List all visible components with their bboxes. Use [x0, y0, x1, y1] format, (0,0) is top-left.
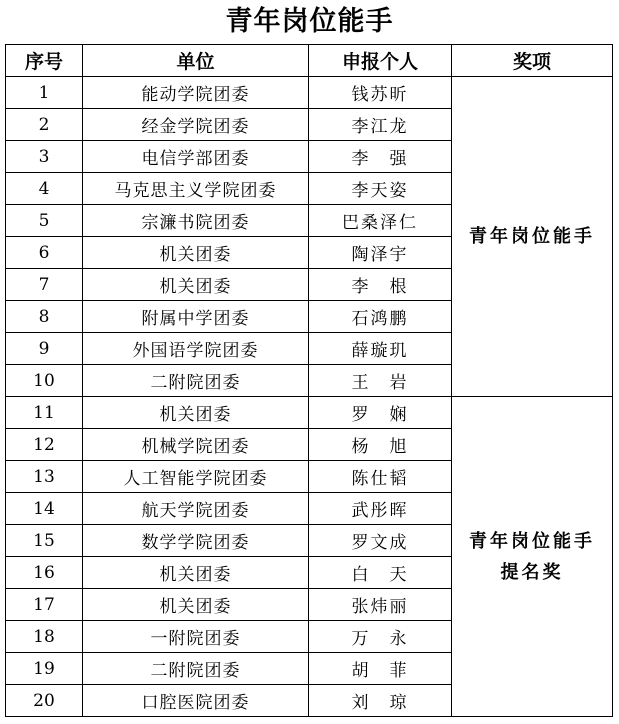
row-index: 7	[6, 269, 83, 301]
row-index: 5	[6, 205, 83, 237]
row-index: 1	[6, 77, 83, 109]
table-row	[6, 397, 613, 429]
award-group-2-line2: 提名奖	[500, 561, 564, 583]
row-applicant: 杨 旭	[309, 429, 452, 461]
row-index: 19	[6, 653, 83, 685]
row-index: 11	[6, 397, 83, 429]
row-unit: 外国语学院团委	[83, 333, 309, 365]
row-index: 3	[6, 141, 83, 173]
row-unit: 二附院团委	[83, 365, 309, 397]
row-applicant: 白 天	[309, 557, 452, 589]
table-row	[6, 77, 613, 109]
row-index: 18	[6, 621, 83, 653]
award-group-2-line1: 青年岗位能手	[469, 530, 595, 552]
row-unit: 马克思主义学院团委	[83, 173, 309, 205]
row-unit: 电信学部团委	[83, 141, 309, 173]
row-applicant: 刘 琼	[309, 685, 452, 717]
row-applicant: 李天姿	[309, 173, 452, 205]
row-unit: 机械学院团委	[83, 429, 309, 461]
page-title: 青年岗位能手	[225, 6, 394, 37]
row-unit: 经金学院团委	[83, 109, 309, 141]
row-applicant: 胡 菲	[309, 653, 452, 685]
row-unit: 航天学院团委	[83, 493, 309, 525]
header-unit: 单位	[83, 45, 309, 77]
row-applicant: 李 根	[309, 269, 452, 301]
row-index: 20	[6, 685, 83, 717]
row-unit: 一附院团委	[83, 621, 309, 653]
row-unit: 二附院团委	[83, 653, 309, 685]
row-unit: 机关团委	[83, 589, 309, 621]
award-group-2	[452, 397, 613, 717]
row-unit: 口腔医院团委	[83, 685, 309, 717]
row-unit: 附属中学团委	[83, 301, 309, 333]
row-unit: 数学学院团委	[83, 525, 309, 557]
header-applicant: 申报个人	[309, 45, 452, 77]
row-unit: 宗濂书院团委	[83, 205, 309, 237]
award-group-1	[452, 77, 613, 397]
row-applicant: 武彤晖	[309, 493, 452, 525]
row-index: 13	[6, 461, 83, 493]
row-applicant: 李江龙	[309, 109, 452, 141]
row-index: 14	[6, 493, 83, 525]
row-index: 9	[6, 333, 83, 365]
row-applicant: 万 永	[309, 621, 452, 653]
row-index: 10	[6, 365, 83, 397]
row-unit: 机关团委	[83, 397, 309, 429]
row-unit: 人工智能学院团委	[83, 461, 309, 493]
row-unit: 机关团委	[83, 237, 309, 269]
row-applicant: 罗文成	[309, 525, 452, 557]
row-index: 16	[6, 557, 83, 589]
table-header-row	[6, 45, 613, 77]
row-applicant: 罗 娴	[309, 397, 452, 429]
row-index: 4	[6, 173, 83, 205]
row-unit: 能动学院团委	[83, 77, 309, 109]
row-index: 2	[6, 109, 83, 141]
header-index: 序号	[6, 45, 83, 77]
row-unit: 机关团委	[83, 269, 309, 301]
row-index: 8	[6, 301, 83, 333]
row-applicant: 石鸿鹏	[309, 301, 452, 333]
row-index: 15	[6, 525, 83, 557]
row-unit: 机关团委	[83, 557, 309, 589]
header-award: 奖项	[452, 45, 613, 77]
row-applicant: 薛璇玑	[309, 333, 452, 365]
award-group-1-label: 青年岗位能手	[469, 226, 595, 247]
row-applicant: 王 岩	[309, 365, 452, 397]
awards-table	[5, 44, 613, 717]
row-applicant: 巴桑泽仁	[309, 205, 452, 237]
row-applicant: 李 强	[309, 141, 452, 173]
row-applicant: 陶泽宇	[309, 237, 452, 269]
row-index: 6	[6, 237, 83, 269]
row-applicant: 钱苏昕	[309, 77, 452, 109]
row-applicant: 陈仕韬	[309, 461, 452, 493]
row-index: 12	[6, 429, 83, 461]
row-applicant: 张炜丽	[309, 589, 452, 621]
row-index: 17	[6, 589, 83, 621]
